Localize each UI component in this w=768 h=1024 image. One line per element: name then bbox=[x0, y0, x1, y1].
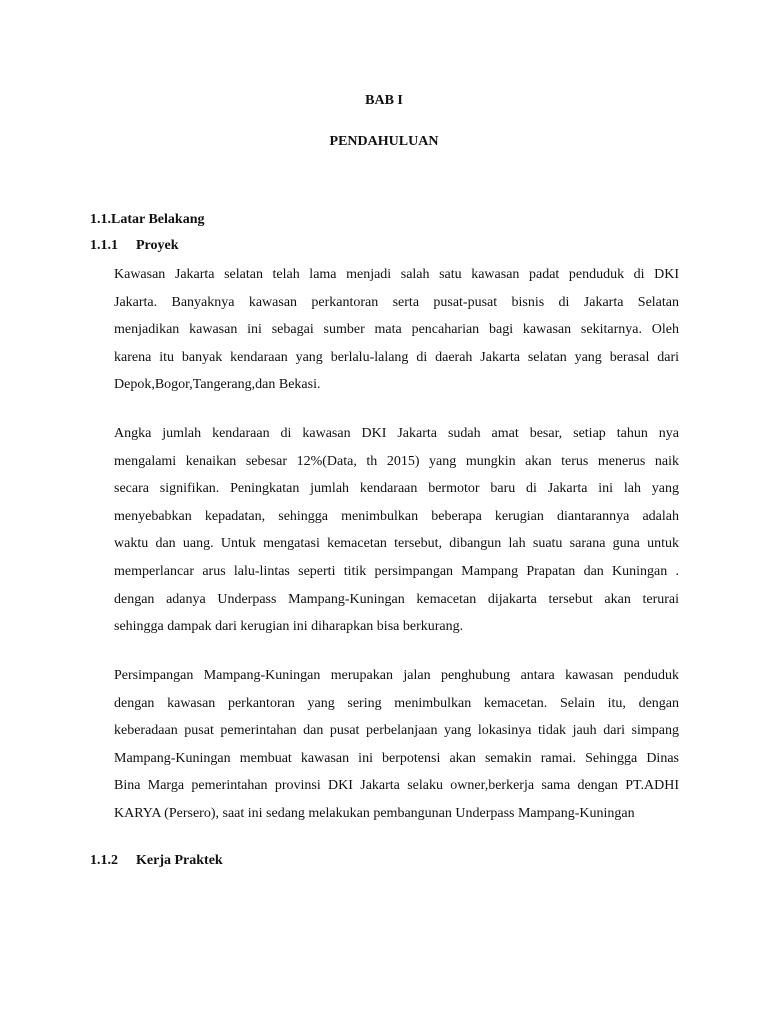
paragraph-line: menyebabkan kepadatan, sehingga menimbulkan beberapa kerugian diantarannya adalah bbox=[114, 508, 679, 524]
section-number: 1.1.2 bbox=[90, 853, 118, 868]
paragraph-line: Kawasan Jakarta selatan telah lama menjadi salah satu kawasan padat penduduk di DKI bbox=[114, 267, 679, 282]
section-heading-latar-belakang: 1.1.Latar Belakang bbox=[90, 212, 205, 227]
paragraph-line: Jakarta. Banyaknya kawasan perkantoran serta pusat-pusat bisnis di Jakarta Selatan bbox=[114, 294, 679, 310]
paragraph-line: Mampang-Kuningan membuat kawasan ini berpotensi akan semakin ramai. Sehingga Dinas bbox=[114, 750, 679, 766]
paragraph-line: menjadikan kawasan ini sebagai sumber mata pencaharian bagi kawasan sekitarnya. Oleh bbox=[114, 322, 679, 338]
paragraph-3 bbox=[114, 662, 679, 828]
paragraph-2 bbox=[114, 420, 679, 641]
section-number: 1.1.1 bbox=[90, 238, 118, 253]
paragraph-line: secara signifikan. Peningkatan jumlah kendaraan bermotor baru di Jakarta ini lah yang bbox=[114, 481, 679, 497]
section-title: Proyek bbox=[136, 238, 179, 253]
chapter-title: PENDAHULUAN bbox=[329, 134, 439, 149]
section-title: Kerja Praktek bbox=[136, 853, 223, 868]
paragraph-line: Depok,Bogor,Tangerang,dan Bekasi. bbox=[114, 377, 321, 393]
paragraph-line: waktu dan uang. Untuk mengatasi kemacetan tersebut, dibangun lah suatu sarana guna untuk bbox=[114, 536, 679, 552]
section-heading-kerja-praktek bbox=[90, 853, 223, 869]
paragraph-line: keberadaan pusat pemerintahan dan pusat perbelanjaan yang lokasinya tidak jauh dari simpang bbox=[114, 723, 679, 739]
paragraph-line: Bina Marga pemerintahan provinsi DKI Jakarta selaku owner,berkerja sama dengan PT.ADHI bbox=[114, 778, 679, 794]
paragraph-1 bbox=[114, 261, 679, 399]
paragraph-line: mengalami kenaikan sebesar 12%(Data, th 2015) yang mungkin akan terus menerus naik bbox=[114, 453, 679, 469]
chapter-number: BAB I bbox=[365, 93, 403, 108]
paragraph-line: sehingga dampak dari kerugian ini diharapkan bisa berkurang. bbox=[114, 619, 464, 635]
paragraph-line: Angka jumlah kendaraan di kawasan DKI Jakarta sudah amat besar, setiap tahun nya bbox=[114, 426, 679, 441]
paragraph-line: memperlancar arus lalu-lintas seperti titik persimpangan Mampang Prapatan dan Kuningan . bbox=[114, 563, 679, 579]
paragraph-line: dengan adanya Underpass Mampang-Kuningan kemacetan dijakarta tersebut akan terurai bbox=[114, 591, 679, 607]
paragraph-line: KARYA (Persero), saat ini sedang melakukan pembangunan Underpass Mampang-Kuningan bbox=[114, 805, 635, 821]
paragraph-line: karena itu banyak kendaraan yang berlalu-lalang di daerah Jakarta selatan yang berasal dari bbox=[114, 349, 679, 365]
paragraph-line: dengan kawasan perkantoran yang sering menimbulkan kemacetan. Selain itu, dengan bbox=[114, 695, 679, 711]
paragraph-line: Persimpangan Mampang-Kuningan merupakan jalan penghubung antara kawasan penduduk bbox=[114, 668, 679, 683]
section-heading-proyek bbox=[90, 238, 179, 254]
